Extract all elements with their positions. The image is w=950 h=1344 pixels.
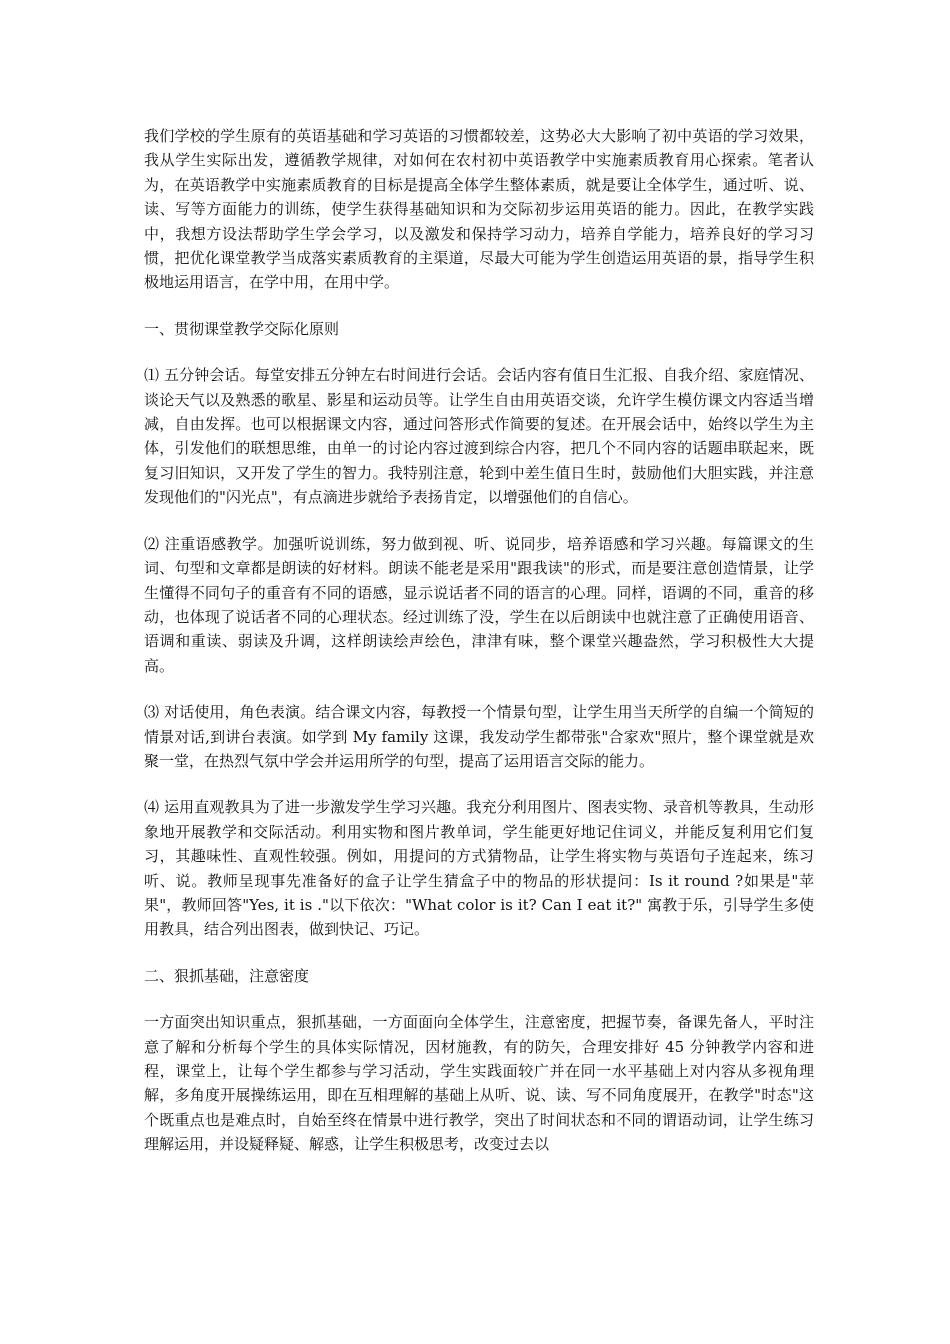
paragraph-last: 一方面突出知识重点，狠抓基础，一方面面向全体学生，注意密度，把握节奏，备课先备人，平时注意了解和分析每个学生的具体实际情况，因材施教，有的防矢，合理安排好 45 分钟教学内容和进程，课堂上，让每个学生都参与学习活动，学生实践面较广并在同一水平基础上对内容从多视角理解，多角度开展操练运用，即在互相理解的基础上从听、说、读、写不同角度展开，在教学"时态"这个既重点也是难点时，自始至终在情景中进行教学，突出了时间状态和不同的谓语动词，让学生练习理解运用，并设疑释疑、解惑，让学生积极思考，改变过去以 [144,1013,814,1154]
intro-paragraph: 我们学校的学生原有的英语基础和学习英语的习惯都较差，这势必大大影响了初中英语的学习效果，我从学生实际出发，遵循教学规律，对如何在农村初中英语教学中实施素质教育用心探索。笔者认为，在英语教学中实施素质教育的目标是提高全体学生整体素质，就是要让全体学生，通过听、说、读、写等方面能力的训练，使学生获得基础知识和为交际初步运用英语的能力。因此，在教学实践中，我想方设法帮助学生学会学习，以及激发和保持学习动力，培养自学能力，培养良好的学习习惯，把优化课堂教学当成落实素质教育的主渠道，尽最大可能为学生创造运用英语的景，指导学生积极地运用语言，在学中用，在用中学。 [144,127,814,292]
list-item-4: ⑷ 运用直观教具为了进一步激发学生学习兴趣。我充分利用图片、图表实物、录音机等教具，生动形象地开展教学和交际活动。利用实物和图片教单词，学生能更好地记住词义，并能反复利用它们复习，其趣味性、直观性较强。例如，用提问的方式猜物品，让学生将实物与英语句子连起来，练习听、说。教师呈现事先准备好的盒子让学生猜盒子中的物品的形状提问：Is it round ?如果是"苹果"，教师回答"Yes, it is ."以下依次："What color is it? Can I eat it?" 寓教于乐，引导学生多使用教具，结合列出图表，做到快记、巧记。 [144,798,814,939]
list-item-2: ⑵ 注重语感教学。加强听说训练，努力做到视、听、说同步，培养语感和学习兴趣。每篇课文的生词、句型和文章都是朗读的好材料。朗读不能老是采用"跟我读"的形式，而是要注意创造情景，让学生懂得不同句子的重音有不同的语感，显示说话者不同的语言的心理。同样，语调的不同，重音的移动，也体现了说话者不同的心理状态。经过训练了没，学生在以后朗读中也就注意了正确使用语音、语调和重读、弱读及升调，这样朗读绘声绘色，津津有味，整个课堂兴趣盎然，学习积极性大大提高。 [144,534,814,675]
list-item-1: ⑴ 五分钟会话。每堂安排五分钟左右时间进行会话。会话内容有值日生汇报、自我介绍、家庭情况、谈论天气以及熟悉的歌星、影星和运动员等。让学生自由用英语交谈，允许学生模仿课文内容适当增减，自由发挥。也可以根据课文内容，通过问答形式作简要的复述。在开展会话中，始终以学生为主体，引发他们的联想思维，由单一的讨论内容过渡到综合内容，把几个不同内容的话题串联起来，既复习旧知识，又开发了学生的智力。我特别注意，轮到中差生值日生时，鼓励他们大胆实践，并注意发现他们的"闪光点"，有点滴进步就给予表扬肯定，以增强他们的自信心。 [144,366,814,507]
list-item-3: ⑶ 对话使用，角色表演。结合课文内容，每教授一个情景句型，让学生用当天所学的自编一个简短的情景对话,到讲台表演。如学到 My family 这课，我发动学生都带张"合家欢"照片，整个课堂就是欢聚一堂，在热烈气氛中学会并运用所学的句型，提高了运用语言交际的能力。 [144,703,814,770]
document-body [144,124,814,1179]
section-heading-2: 二、狠抓基础，注意密度 [144,966,310,985]
section-heading-1: 一、贯彻课堂教学交际化原则 [144,319,340,338]
